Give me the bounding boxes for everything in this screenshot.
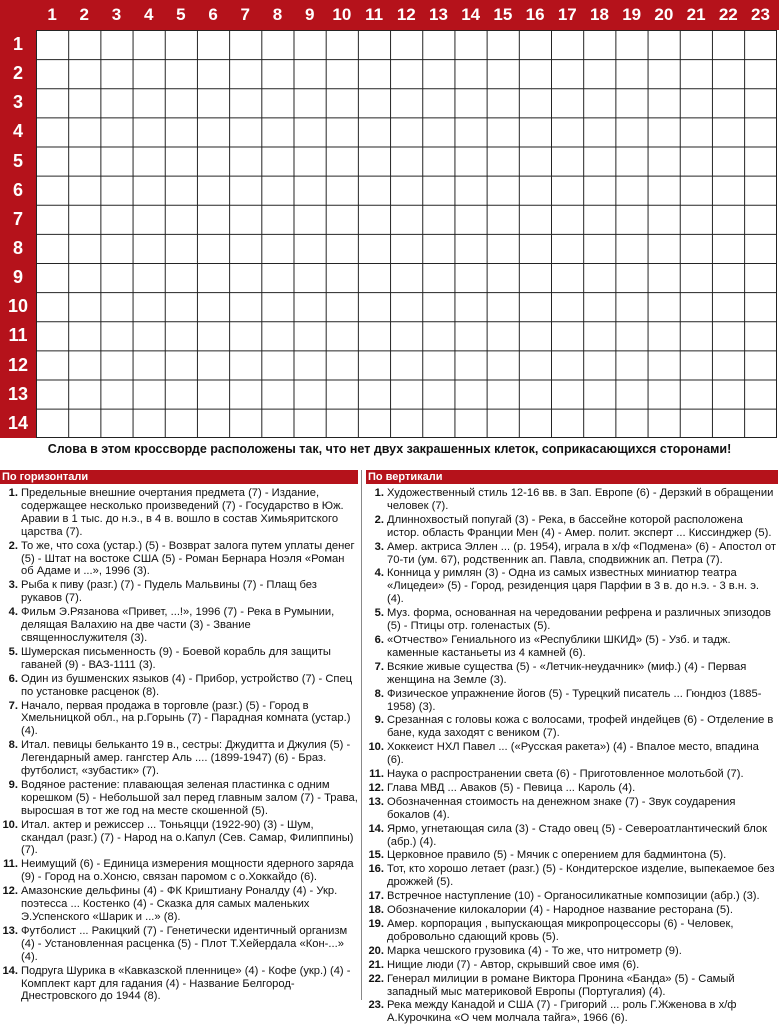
clue-text: Ярмо, угнетающая сила (3) - Стадо овец (5) - Североатлантический блок (абр.) (4).: [387, 822, 767, 848]
clue-number: 13.: [368, 795, 384, 808]
across-clues-column: [0, 470, 358, 1004]
row-number: 14: [7, 412, 29, 433]
clue-number: 9.: [8, 778, 18, 791]
clue-text: То же, что соха (устар.) (5) - Возврат залога путем уплаты денег (5) - Штат на востоке США (5) - Роман Бернара Ноэля «Роман об Адаме и ...», 1996 (3).: [21, 539, 355, 578]
row-number: 5: [12, 150, 23, 171]
column-number: 5: [176, 5, 186, 24]
row-number: 10: [7, 296, 29, 317]
clue-number: 2.: [374, 513, 384, 526]
clue-item: [0, 700, 358, 739]
clue-text: Амер. актриса Эллен ... (р. 1954), играла в х/ф «Подмена» (6) - Апостол от 70-ти (ум. 67), родственник ап. Павла, сподвижник ап. Петра (7).: [387, 540, 777, 566]
row-number: 2: [12, 63, 23, 84]
row-number: 6: [12, 179, 23, 200]
clue-number: 20.: [368, 944, 384, 957]
grid-cells[interactable]: [36, 30, 777, 438]
clue-text: «Отчество» Гениального из «Республики ШКИД» (5) - Узб. и тадж. каменные кастаньеты из 4 камней (6).: [387, 633, 731, 659]
clue-text: Марка чешского грузовика (4) - То же, что нитрометр (9).: [387, 944, 682, 957]
column-number: 11: [365, 5, 384, 24]
clue-item: [0, 673, 358, 699]
clue-number: 4.: [8, 606, 18, 619]
clue-text: Длиннохвостый попугай (3) - Река, в бассейне которой расположена истор. область Франции Мен (4) - Амер. полит. эксперт ... Киссинджер (5).: [387, 513, 772, 539]
clue-item: [366, 796, 778, 822]
clue-number: 6.: [374, 633, 384, 646]
clue-item: [366, 863, 778, 889]
row-number: 8: [12, 237, 23, 258]
clue-number: 5.: [8, 645, 18, 658]
row-number: 9: [12, 267, 23, 288]
clue-number: 11.: [369, 768, 384, 781]
clue-number: 23.: [368, 999, 384, 1012]
column-number: 14: [461, 5, 481, 24]
clue-item: [0, 606, 358, 645]
clue-text: Наука о распространении света (6) - Приготовленное молотьбой (7).: [387, 768, 744, 781]
clue-text: Художественный стиль 12-16 вв. в Зап. Европе (6) - Дерзкий в обращении человек (7).: [387, 487, 774, 512]
clue-item: [366, 918, 778, 944]
column-divider: [361, 470, 362, 1000]
column-number: 17: [557, 5, 577, 24]
clue-number: 10.: [2, 818, 18, 831]
clue-text: Подруга Шурика в «Кавказской пленнице» (4) - Кофе (укр.) (4) - Комплект карт для гадания (4) - Название Белгород-Днестровского до 1944 (8).: [21, 964, 351, 1003]
clue-text: Муз. форма, основанная на чередовании рефрена и различных эпизодов (5) - Птицы отр. голенастых (5).: [387, 607, 771, 633]
clue-number: 22.: [368, 972, 384, 985]
clue-number: 3.: [374, 540, 384, 553]
clue-item: [366, 768, 778, 781]
clue-text: Рыба к пиву (разг.) (7) - Пудель Мальвины (7) - Плащ без рукавов (7).: [21, 579, 317, 605]
clue-text: Шумерская письменность (9) - Боевой корабль для защиты гаваней (9) - ВАЗ-1111 (3).: [21, 645, 331, 671]
clue-number: 13.: [2, 924, 18, 937]
clue-text: Начало, первая продажа в торговле (разг.) (5) - Город в Хмельницкой обл., на р.Горынь (7) - Парадная комната (устар.) (4).: [21, 699, 351, 738]
clue-text: Конница у римлян (3) - Одна из самых известных миниатюр театра «Лицедеи» (5) - Город, резиденция царя Парфии в 3 в. до н.э. - 3 в.н. э. (4).: [387, 567, 760, 606]
clue-item: [0, 885, 358, 924]
row-number: 13: [7, 383, 29, 404]
clue-item: [366, 607, 778, 633]
column-number: 12: [396, 5, 416, 24]
clue-number: 2.: [8, 539, 18, 552]
clue-number: 11.: [3, 858, 18, 871]
clue-number: 17.: [368, 890, 384, 903]
column-number: 20: [654, 5, 674, 24]
clue-text: Предельные внешние очертания предмета (7) - Издание, содержащее несколько произведений (7) - Государство в Юж. Аравии в 1 тыс. до н.э., в 4 в. вошло в состав Химьяритского царства (7).: [21, 487, 344, 538]
clue-text: Церковное правило (5) - Мячик с оперением для бадминтона (5).: [387, 849, 727, 862]
clue-item: [0, 858, 358, 884]
clue-item: [0, 819, 358, 858]
row-number: 11: [8, 325, 28, 346]
column-number: 7: [240, 5, 251, 24]
clue-item: [366, 973, 778, 999]
clue-number: 14.: [368, 822, 384, 835]
clue-item: [366, 567, 778, 606]
column-number: 1: [47, 5, 57, 24]
clue-number: 7.: [374, 660, 384, 673]
column-number: 19: [622, 5, 642, 24]
clue-number: 16.: [368, 863, 384, 876]
clue-number: 15.: [368, 849, 384, 862]
clue-text: Футболист ... Ракицкий (7) - Генетически идентичный организм (4) - Установленная расценка (5) - Плот Т.Хейердала «Кон-...» (4).: [21, 924, 348, 963]
clue-number: 7.: [8, 699, 18, 712]
down-header: По вертикали: [366, 470, 778, 484]
clue-number: 10.: [368, 741, 384, 754]
clue-text: Обозначение килокалории (4) - Народное название ресторана (5).: [387, 904, 733, 917]
clue-number: 1.: [374, 487, 384, 499]
clue-item: [366, 823, 778, 849]
clue-item: [0, 487, 358, 539]
clue-item: [366, 714, 778, 740]
clue-item: [0, 965, 358, 1004]
across-header: По горизонтали: [0, 470, 358, 484]
column-number: 23: [751, 5, 770, 24]
clue-item: [366, 849, 778, 862]
clue-item: [366, 634, 778, 660]
clue-number: 6.: [8, 672, 18, 685]
row-number: 7: [12, 208, 23, 229]
clue-item: [366, 945, 778, 958]
clue-item: [0, 925, 358, 964]
column-number: 13: [429, 5, 448, 24]
clue-text: Физическое упражнение йогов (5) - Турецкий писатель ... Гюндюз (1885-1958) (3).: [387, 687, 762, 713]
clue-number: 18.: [368, 904, 384, 917]
column-number: 3: [111, 5, 122, 24]
clue-item: [366, 688, 778, 714]
clue-text: Генерал милиции в романе Виктора Пронина «Банда» (5) - Самый западный мыс материковой Европы (Португалия) (4).: [387, 972, 735, 998]
clue-text: Нищие люди (7) - Автор, скрывший свое имя (6).: [387, 958, 640, 971]
column-number: 10: [332, 5, 352, 24]
clue-item: [366, 890, 778, 903]
puzzle-rule-note: Слова в этом кроссворде расположены так, что нет двух закрашенных клеток, соприкасающихся сторонами!: [47, 442, 732, 456]
clue-number: 19.: [368, 918, 384, 930]
clue-number: 12.: [2, 885, 18, 898]
column-number: 2: [79, 5, 90, 24]
clue-number: 4.: [374, 567, 384, 580]
clue-text: Итал. певицы бельканто 19 в., сестры: Джудитта и Джулия (5) - Легендарный амер. гангстер Аль .... (1899-1947) (6) - Браз. футболист, «зубастик» (7).: [21, 739, 351, 778]
clue-text: Всякие живые существа (5) - «Летчик-неудачник» (миф.) (4) - Первая женщина на Земле (3).: [387, 660, 747, 686]
clue-text: Амер. корпорация , выпускающая микропроцессоры (6) - Человек, добровольно сдающий кровь (5).: [387, 918, 734, 943]
clue-number: 14.: [2, 964, 18, 977]
clue-text: Хоккеист НХЛ Павел ... («Русская ракета») (4) - Впалое место, впадина (6).: [387, 741, 759, 767]
clue-item: [0, 579, 358, 605]
crossword-grid: [0, 0, 779, 438]
clue-text: Тот, кто хорошо летает (разг.) (5) - Кондитерское изделие, выпекаемое без дрожжей (5).: [387, 863, 775, 889]
down-clues-column: [366, 470, 778, 1026]
clue-item: [366, 487, 778, 513]
clue-item: [366, 959, 778, 972]
column-number: 8: [272, 5, 283, 24]
clue-number: 12.: [368, 781, 384, 794]
clue-item: [366, 782, 778, 795]
column-number: 18: [590, 5, 609, 24]
column-number: 15: [493, 5, 513, 24]
row-number: 12: [7, 354, 29, 375]
row-number: 3: [12, 92, 23, 113]
clue-item: [366, 541, 778, 567]
row-number: 4: [12, 121, 23, 142]
column-number: 9: [304, 5, 315, 24]
clue-number: 9.: [374, 714, 384, 727]
column-number: 6: [208, 5, 218, 24]
column-number: 21: [686, 5, 706, 24]
clue-text: Встречное наступление (10) - Органосиликатные композиции (абр.) (3).: [387, 890, 760, 903]
clue-text: Амазонские дельфины (4) - ФК Криштиану Роналду (4) - Укр. поэтесса ... Костенко (4) - Сказка для самых маленьких Э.Успенского «Шарик и ...» (8).: [21, 885, 338, 923]
column-number: 16: [525, 5, 545, 24]
clue-item: [366, 514, 778, 540]
clue-text: Один из бушменских языков (4) - Прибор, устройство (7) - Спец по установке расценок (8).: [21, 672, 353, 698]
clue-item: [366, 741, 778, 767]
clue-item: [366, 661, 778, 687]
clue-number: 21.: [368, 958, 384, 971]
clue-item: [366, 904, 778, 917]
clue-text: Обозначенная стоимость на денежном знаке (7) - Звук соударения бокалов (4).: [387, 795, 736, 821]
clue-number: 8.: [8, 739, 18, 752]
column-number: 4: [143, 5, 154, 24]
clue-item: [0, 779, 358, 818]
clue-text: Глава МВД ... Аваков (5) - Певица ... Кароль (4).: [387, 781, 636, 794]
clue-text: Неимущий (6) - Единица измерения мощности ядерного заряда (9) - Город на о.Хонсю, связан паромом с о.Хоккайдо (6).: [21, 858, 354, 884]
row-number: 1: [12, 34, 23, 54]
clue-item: [366, 999, 778, 1025]
clue-number: 1.: [8, 487, 18, 499]
clue-text: Река между Канадой и США (7) - Григорий ... роль Г.Жженова в х/ф А.Курочкина «О чем молчала тайга», 1966 (6).: [387, 999, 737, 1025]
clue-text: Срезанная с головы кожа с волосами, трофей индейцев (6) - Отделение в бане, куда заходят с веником (7).: [387, 714, 774, 740]
clue-item: [0, 540, 358, 579]
clue-text: Фильм Э.Рязанова «Привет, ...!», 1996 (7) - Река в Румынии, делящая Валахию на две части (3) - Звание священнослужителя (3).: [21, 606, 335, 644]
clue-text: Водяное растение: плавающая зеленая пластинка с одним корешком (5) - Небольшой зал перед главным залом (7) - Трава, выросшая в тот же год на месте скошенной (5).: [21, 778, 358, 817]
clue-item: [0, 739, 358, 778]
clue-item: [0, 646, 358, 672]
clue-number: 5.: [374, 607, 384, 620]
clue-number: 8.: [374, 687, 384, 700]
clue-text: Итал. актер и режиссер ... Тоньяцци (1922-90) (3) - Шум, скандал (разг.) (7) - Народ на о.Капул (Сев. Самар, Филиппины) (7).: [21, 818, 354, 857]
clue-number: 3.: [8, 579, 18, 592]
column-number: 22: [718, 5, 738, 24]
